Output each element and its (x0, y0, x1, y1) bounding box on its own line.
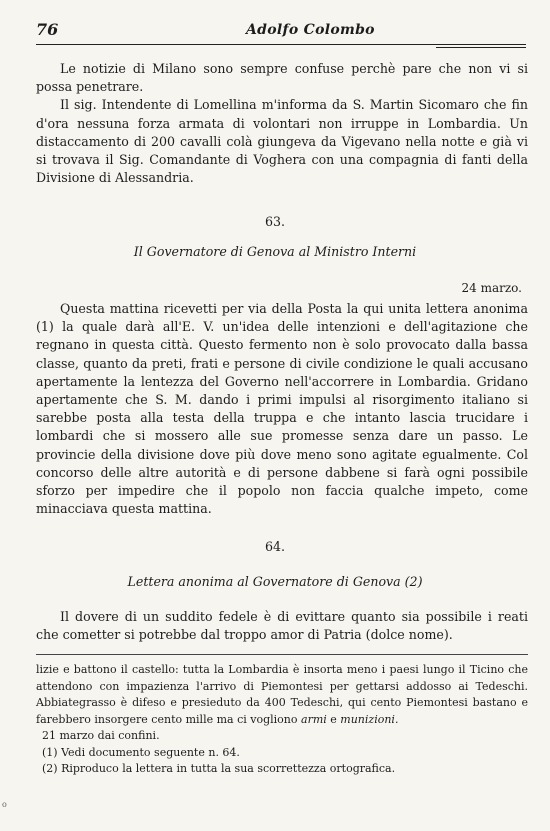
running-title: Adolfo Colombo (246, 22, 375, 38)
footnote-rule (36, 654, 528, 655)
document-number: 64. (264, 539, 286, 554)
header-rule-flourish (436, 47, 526, 48)
document-title: Il Governatore di Genova al Ministro Interni (133, 244, 417, 259)
footnote-date-line: 21 marzo dai confini. (42, 729, 160, 742)
footnote-1: (1) Vedi documento seguente n. 64. (42, 745, 240, 759)
paragraph: Le notizie di Milano sono sempre confuse perchè pare che non vi si possa penetrare. (36, 61, 528, 95)
paragraph: Il dovere di un suddito fedele è di evittare quanto sia possibile i reati che cometter si potrebbe dal troppo amor di Patria (dolce nome). (36, 609, 528, 643)
footnote-2: (2) Riproduco la lettera in tutta la sua scorrettezza ortografica. (42, 762, 396, 775)
footnote-continuation: lizie e battono il castello: tutta la Lombardia è insorta meno i paesi lungo il Ticino che attendono con impazienza l'arrivo di Piemontesi per gettarsi addosso ai Tedeschi. Abbiategrasso è difeso e presieduto da 400 Tedeschi, qui cento Piemontesi bastano e farebbero insorgere cento mille ma ci vogliono armi e munizioni. (36, 663, 528, 726)
paragraph: Questa mattina ricevetti per via della Posta la qui unita lettera anonima (1) la quale darà all'E. V. un'idea delle intenzioni e dell'agitazione che regnano in questa città. Questo fermento non è solo provocato dalla bassa classe, quanto da preti, frati e persone di civile condizione le quali accusano apertamente la lentezza del Governo nell'accorrere in Lombardia. Gridano apertamente che S. M. dando i primi impulsi al risorgimento italiano si sarebbe posta alla testa della truppa e che intanto lascia trucidare i lombardi che si mossero alle sue promesse senza dare un passo. Le provincie della divisione dove più dove meno sono agitate egualmente. Col concorso delle altre autorità e di persone dabbene si farà ogni possibile sforzo per impedire che il popolo non faccia qualche impeto, come minacciava questa mattina. (36, 301, 528, 517)
page-header (36, 20, 526, 46)
header-rule (36, 44, 526, 45)
continued-text-block (36, 60, 528, 187)
paragraph: Il sig. Intendente di Lomellina m'informa da S. Martin Sicomaro che fin d'ora nessuna forza armata di volontari non irruppe in Lombardia. Un distaccamento di 200 cavalli colà giungeva da Vigevano nella notte e già vi si trovava il Sig. Comandante di Voghera con una compagnia di fanti della Divisione di Alessandria. (36, 97, 528, 186)
footnotes (36, 662, 528, 778)
document-body (36, 608, 528, 644)
margin-mark: o (2, 800, 7, 809)
document-title: Lettera anonima al Governatore di Genova (2) (127, 574, 423, 589)
document-number: 63. (264, 214, 286, 229)
document-date: 24 marzo. (461, 281, 522, 295)
page-number: 76 (36, 20, 59, 39)
document-body (36, 300, 528, 518)
